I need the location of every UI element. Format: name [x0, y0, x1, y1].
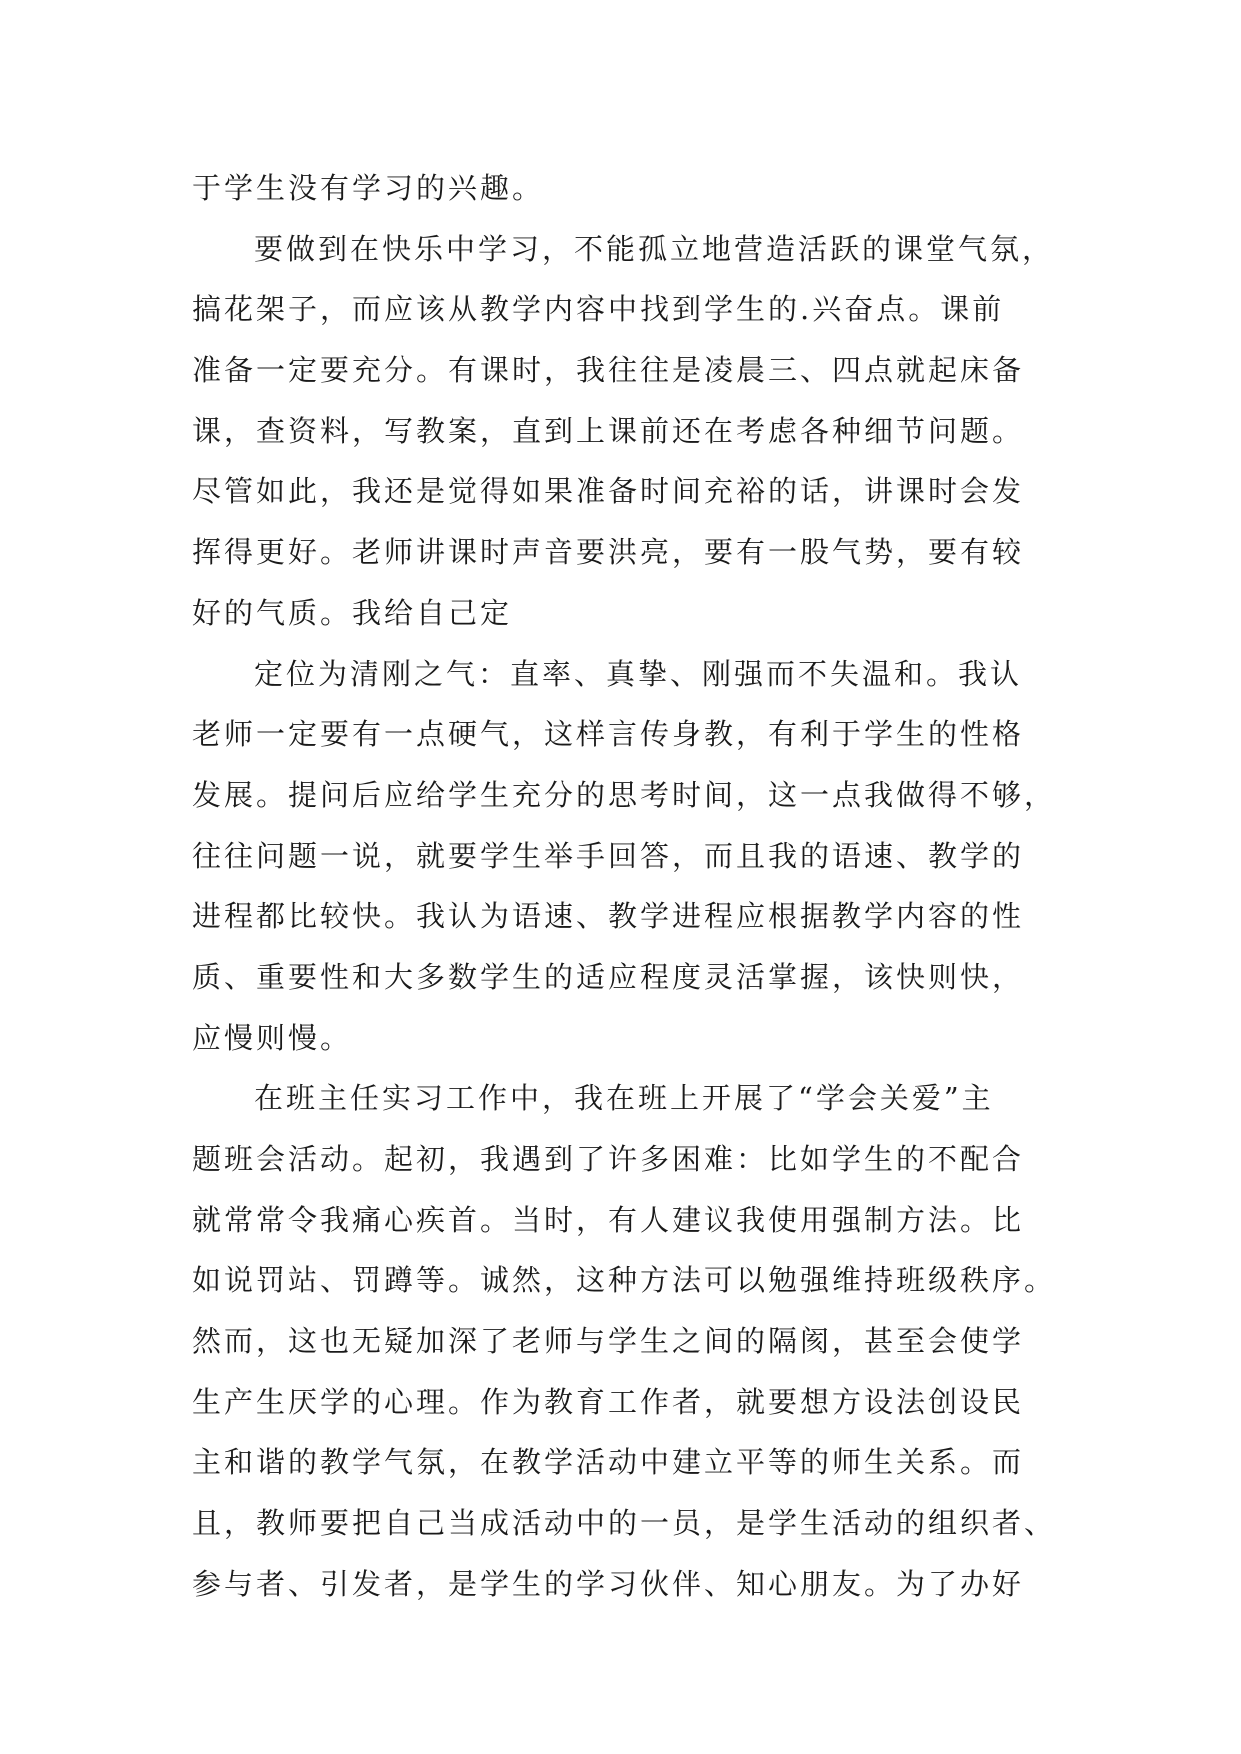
- text-line: 往往问题一说，就要学生举手回答，而且我的语速、教学的: [192, 838, 1025, 873]
- text-line: 题班会活动。起初，我遇到了许多困难：比如学生的不配合: [192, 1142, 1025, 1176]
- text-line: 挥得更好。老师讲课时声音要洪亮，要有一股气势，要有较: [192, 535, 1025, 570]
- text-line: 课，查资料，写教案，直到上课前还在考虑各种细节问题。: [192, 413, 1025, 448]
- text-line: 尽管如此，我还是觉得如果准备时间充裕的话，讲课时会发: [192, 474, 1025, 509]
- text-line: 然而，这也无疑加深了老师与学生之间的隔阂，甚至会使学: [192, 1324, 1025, 1359]
- text-line: 发展。提问后应给学生充分的思考时间，这一点我做得不够，: [192, 777, 1057, 812]
- text-line: 主和谐的教学气氛，在教学活动中建立平等的师生关系。而: [192, 1445, 1025, 1480]
- text-line: 就常常令我痛心疾首。当时，有人建议我使用强制方法。比: [192, 1202, 1025, 1237]
- text-line: 进程都比较快。我认为语速、教学进程应根据教学内容的性: [192, 899, 1025, 934]
- text-line: 且，教师要把自己当成活动中的一员，是学生活动的组织者、: [192, 1506, 1057, 1541]
- text-line: 搞花架子，而应该从教学内容中找到学生的.兴奋点。课前: [192, 292, 1005, 327]
- text-line: 老师一定要有一点硬气，这样言传身教，有利于学生的性格: [192, 717, 1025, 752]
- text-line: 在班主任实习工作中，我在班上开展了“学会关爱”主: [254, 1081, 994, 1116]
- text-line: 质、重要性和大多数学生的适应程度灵活掌握，该快则快，: [192, 959, 1025, 994]
- text-line: 准备一定要充分。有课时，我往往是凌晨三、四点就起床备: [192, 353, 1025, 388]
- text-line: 于学生没有学习的兴趣。: [192, 171, 545, 205]
- text-line: 要做到在快乐中学习，不能孤立地营造活跃的课堂气氛，: [254, 231, 1055, 266]
- text-line: 生产生厌学的心理。作为教育工作者，就要想方设法创设民: [192, 1384, 1025, 1419]
- body-text: [192, 158, 1092, 1615]
- text-line: 应慢则慢。: [192, 1020, 353, 1055]
- text-line: 好的气质。我给自己定: [192, 595, 513, 630]
- text-line: 定位为清刚之气：直率、真挚、刚强而不失温和。我认: [254, 656, 1023, 691]
- text-line: 如说罚站、罚蹲等。诚然，这种方法可以勉强维持班级秩序。: [192, 1263, 1057, 1298]
- text-line: 参与者、引发者，是学生的学习伙伴、知心朋友。为了办好: [192, 1566, 1025, 1601]
